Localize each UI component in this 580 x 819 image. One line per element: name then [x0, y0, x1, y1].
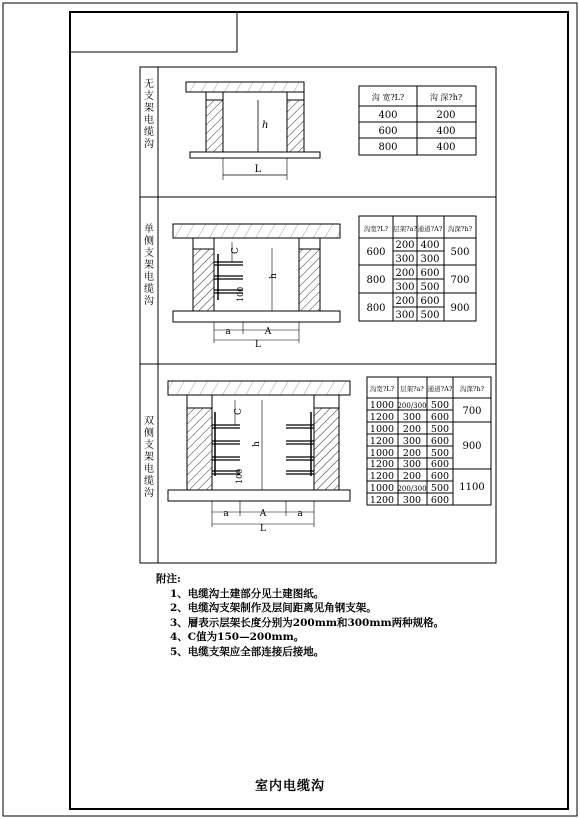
- table-cell: 400: [420, 240, 440, 251]
- dim-L: L: [260, 524, 266, 534]
- table-cell: 500: [430, 400, 450, 411]
- table-cell: 500: [430, 483, 450, 494]
- table-cell: 600: [430, 412, 450, 423]
- trench-section-1: [186, 82, 320, 180]
- table-cell: 500: [420, 310, 440, 321]
- drawing-title: 室内电缆沟: [254, 779, 325, 794]
- table-cell: 300: [395, 310, 415, 321]
- table-cell: 600: [430, 495, 450, 506]
- dim-a: a: [297, 509, 303, 519]
- trench-floor: [173, 311, 340, 322]
- section-label-1: [144, 78, 154, 150]
- table-cell: 600: [430, 471, 450, 482]
- table-cell: 300: [420, 254, 440, 265]
- table-cell: 400: [378, 110, 398, 121]
- table-header: 沟 宽?L?: [371, 93, 405, 102]
- note-item: 5、电缆支架应全部连接后接地。: [170, 645, 325, 658]
- dim-a: a: [223, 509, 229, 519]
- cable-bracket-arms: [212, 425, 314, 474]
- title-block-corner: [70, 12, 237, 52]
- table-header: 通道?A?: [427, 385, 453, 393]
- note-item: 3、層表示层架长度分别为200mm和300mm两种规格。: [170, 616, 445, 629]
- cover-slab: [168, 381, 350, 395]
- section-label-text: 无支架电缆沟: [144, 79, 154, 150]
- table-cell: 200: [402, 424, 422, 435]
- table-1: [359, 86, 476, 155]
- table-cell: 300: [395, 254, 415, 265]
- dim-A: A: [264, 327, 272, 337]
- table-cell: 200: [395, 296, 415, 307]
- table-cell: 900: [450, 303, 470, 314]
- wall-right: [287, 100, 304, 152]
- dim-100: 100: [236, 286, 245, 302]
- note-item: 4、C值为150—200mm。: [170, 631, 305, 644]
- table-cell: 800: [366, 303, 386, 314]
- trench-floor: [190, 152, 320, 158]
- dim-A: A: [259, 509, 267, 519]
- table-cell: 600: [430, 436, 450, 447]
- trench-floor: [168, 490, 350, 501]
- table-cell: 300: [395, 282, 415, 293]
- cover-slab: [173, 224, 340, 238]
- table-cell: 800: [378, 142, 398, 153]
- table-cell: 500: [430, 448, 450, 459]
- cover-slab: [186, 82, 304, 92]
- table-cell: 400: [436, 142, 456, 153]
- table-cell: 500: [420, 282, 440, 293]
- table-header: 层架?a?: [393, 225, 417, 233]
- wall-cap: [206, 92, 223, 100]
- table-cell: 200: [402, 471, 422, 482]
- table-2: [359, 216, 476, 321]
- section-label-text: 双侧支架电缆沟: [144, 416, 154, 499]
- table-cell: 600: [420, 268, 440, 279]
- table-cell: 200: [402, 448, 422, 459]
- dim-L: L: [254, 164, 262, 175]
- table-3: [367, 377, 491, 506]
- table-cell: 1000: [369, 448, 395, 459]
- dim-h: h: [262, 120, 269, 131]
- notes-block: [156, 572, 445, 660]
- table-cell: 1200: [369, 471, 395, 482]
- dim-h: h: [269, 273, 279, 279]
- wall-left: [187, 408, 212, 490]
- table-cell: 900: [462, 441, 482, 452]
- table-cell: 300: [402, 459, 422, 470]
- note-item: 2、电缆沟支架制作及层间距离见角钢支架。: [170, 602, 377, 615]
- table-header: 沟深?h?: [459, 385, 485, 393]
- table-cell: 200: [395, 268, 415, 279]
- wall-right: [314, 408, 339, 490]
- wall-left: [193, 249, 214, 311]
- table-cell: 200/300: [397, 485, 427, 493]
- table-cell: 1000: [369, 424, 395, 435]
- table-cell: 600: [420, 296, 440, 307]
- dim-L: L: [255, 340, 261, 350]
- section-label-text: 单侧支架电缆沟: [144, 224, 154, 307]
- table-cell: 500: [430, 424, 450, 435]
- table-header: 层架?a?: [400, 385, 424, 393]
- table-cell: 500: [450, 247, 470, 258]
- table-header: 沟宽?L?: [363, 225, 389, 233]
- table-cell: 1200: [369, 495, 395, 506]
- table-header: 沟宽?L?: [369, 385, 395, 393]
- table-cell: 400: [436, 126, 456, 137]
- trench-section-2: [173, 224, 340, 350]
- table-cell: 200: [436, 110, 456, 121]
- dim-C: C: [234, 408, 244, 415]
- table-cell: 300: [402, 436, 422, 447]
- wall-cap: [299, 238, 320, 249]
- table-cell: 200: [395, 240, 415, 251]
- section-label-2: [144, 222, 154, 307]
- table-cell: 700: [450, 275, 470, 286]
- dim-a: a: [225, 327, 231, 337]
- dim-100: 100: [235, 468, 244, 484]
- notes-heading: 附注:: [156, 573, 181, 585]
- wall-cap: [193, 238, 214, 249]
- section-label-3: [144, 415, 154, 499]
- note-item: 1、电缆沟土建部分见土建图纸。: [170, 587, 325, 600]
- table-cell: 1100: [459, 482, 485, 493]
- table-cell: 200/300: [397, 402, 427, 410]
- table-header: 沟 深?h?: [429, 93, 463, 102]
- dim-h: h: [252, 441, 262, 447]
- table-header: 沟深?h?: [447, 225, 473, 233]
- wall-cap: [314, 395, 339, 408]
- trench-section-3: [168, 381, 350, 534]
- table-cell: 600: [378, 126, 398, 137]
- table-cell: 300: [402, 495, 422, 506]
- wall-cap: [287, 92, 304, 100]
- table-cell: 600: [366, 247, 386, 258]
- table-cell: 1200: [369, 412, 395, 423]
- table-cell: 600: [430, 459, 450, 470]
- table-cell: 1000: [369, 483, 395, 494]
- table-cell: 700: [462, 406, 482, 417]
- table-cell: 1200: [369, 459, 395, 470]
- dim-C: C: [231, 247, 241, 254]
- wall-right: [299, 249, 320, 311]
- wall-left: [206, 100, 223, 152]
- wall-cap: [187, 395, 212, 408]
- table-cell: 1200: [369, 436, 395, 447]
- table-cell: 1000: [369, 400, 395, 411]
- table-cell: 300: [402, 412, 422, 423]
- table-cell: 800: [366, 275, 386, 286]
- table-header: 通道?A?: [417, 225, 443, 233]
